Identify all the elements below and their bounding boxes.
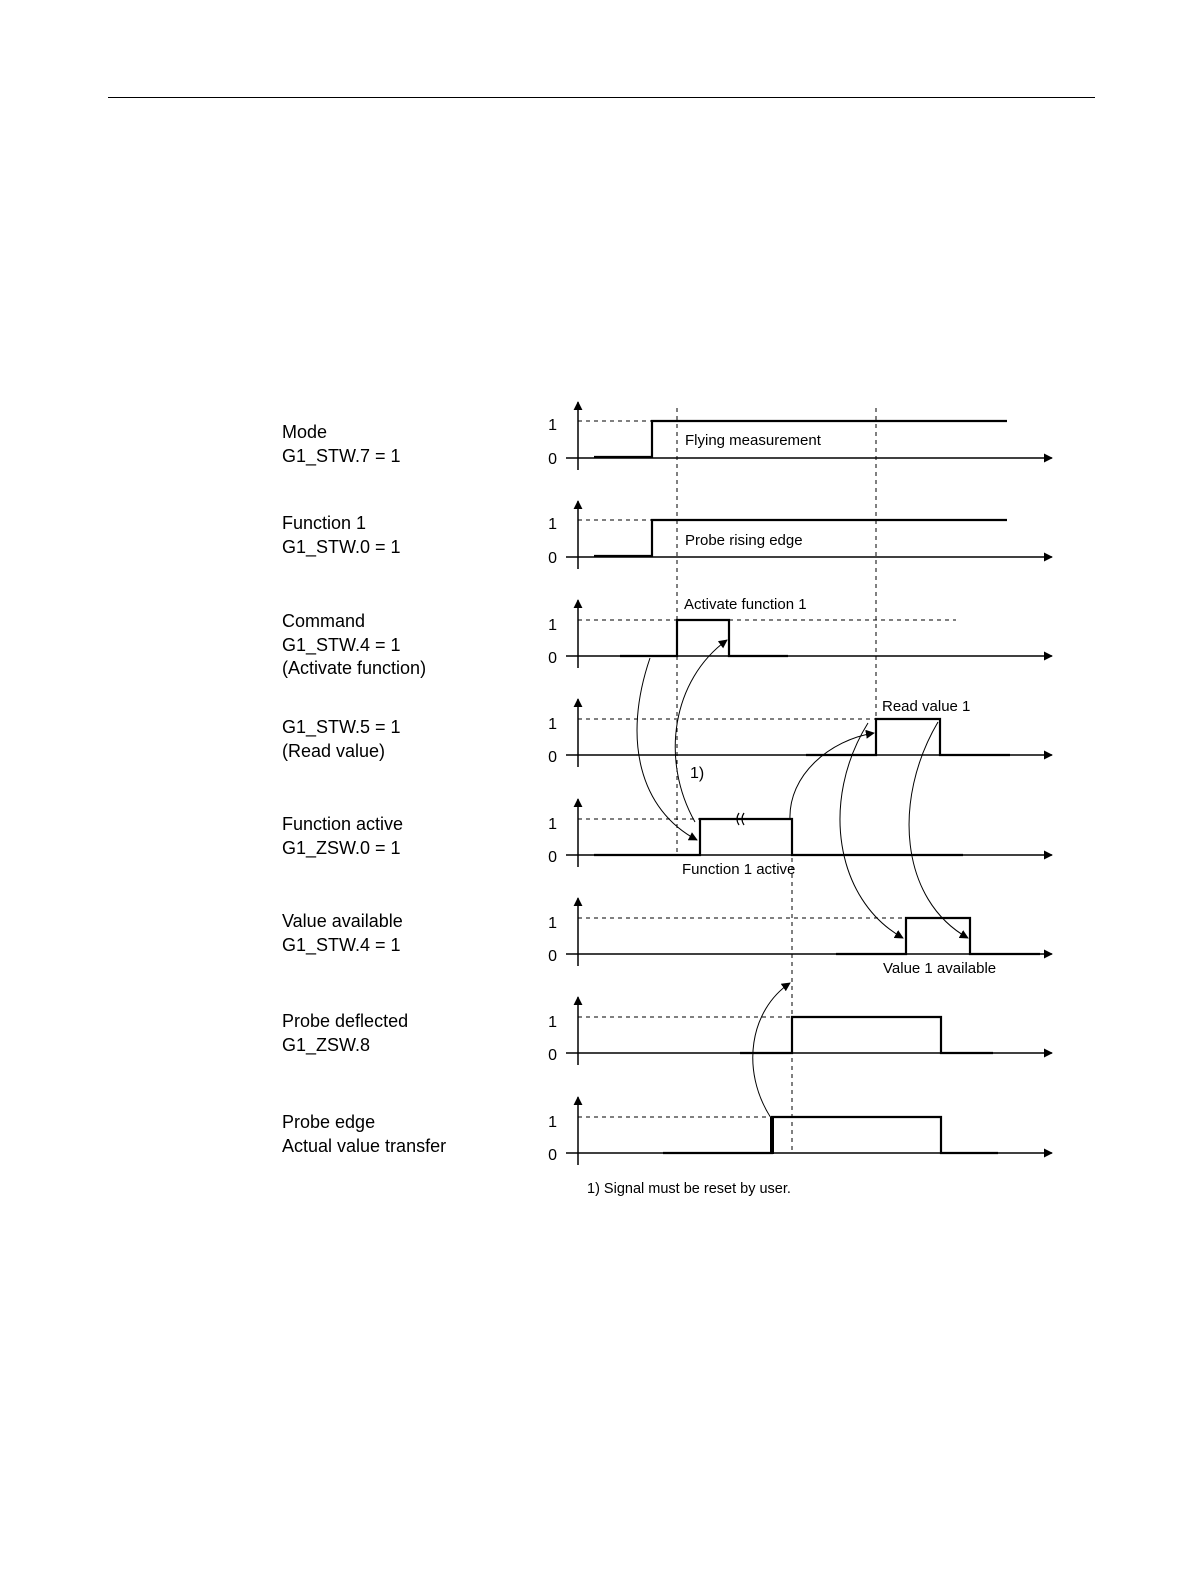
signal-label-probe-deflected: Probe deflected G1_ZSW.8 xyxy=(282,1011,409,1055)
signal-waveform xyxy=(663,1117,998,1153)
level-label-high: 1 xyxy=(548,915,557,932)
signal-waveform xyxy=(740,1017,993,1053)
signal-annotation: Flying measurement xyxy=(685,432,821,449)
level-label-high: 1 xyxy=(548,716,557,733)
level-label-low: 0 xyxy=(548,550,557,567)
signal-label-read: G1_STW.5 = 1 (Read value) xyxy=(282,717,401,761)
footnote: 1) Signal must be reset by user. xyxy=(587,1181,791,1197)
signal-label-function1: Function 1 G1_STW.0 = 1 xyxy=(282,513,401,557)
level-label-low: 0 xyxy=(548,948,557,965)
signal-annotation: Value 1 available xyxy=(883,960,997,977)
arrow-edge-to-transfer xyxy=(753,983,790,1118)
signal-label-function-active: Function active G1_ZSW.0 = 1 xyxy=(282,814,404,858)
level-label-low: 0 xyxy=(548,749,557,766)
signal-row-mode xyxy=(548,402,1052,470)
level-label-high: 1 xyxy=(548,417,557,434)
signal-waveform xyxy=(806,719,1010,755)
arrow-active-to-read xyxy=(790,733,874,820)
level-label-low: 0 xyxy=(548,849,557,866)
signal-label-probe-edge: Probe edge Actual value transfer xyxy=(282,1112,447,1156)
signal-waveform xyxy=(594,819,963,855)
signal-annotation: Read value 1 xyxy=(882,698,971,715)
signal-row-command xyxy=(548,596,1052,668)
signal-waveform xyxy=(836,918,1040,954)
signal-waveform xyxy=(620,620,788,656)
signal-row-function-active xyxy=(548,799,1052,878)
level-label-low: 0 xyxy=(548,650,557,667)
signal-row-value-available xyxy=(548,898,1052,977)
signal-label-value-available: Value available G1_STW.4 = 1 xyxy=(282,911,403,955)
signal-annotation: Probe rising edge xyxy=(685,532,803,549)
signal-row-function1 xyxy=(548,501,1052,569)
note-marker: 1) xyxy=(690,765,705,782)
level-label-high: 1 xyxy=(548,617,557,634)
signal-annotation: Function 1 active xyxy=(682,861,796,878)
arrow-active-to-command-reset xyxy=(675,640,727,822)
level-label-high: 1 xyxy=(548,816,557,833)
level-label-high: 1 xyxy=(548,1114,557,1131)
signal-label-command: Command G1_STW.4 = 1 (Activate function) xyxy=(282,611,427,678)
signal-annotation: Activate function 1 xyxy=(684,596,807,613)
level-label-low: 0 xyxy=(548,1147,557,1164)
level-label-high: 1 xyxy=(548,516,557,533)
signal-row-probe-edge xyxy=(548,1097,1052,1165)
signal-row-read xyxy=(548,698,1052,782)
level-label-low: 0 xyxy=(548,451,557,468)
level-label-low: 0 xyxy=(548,1047,557,1064)
arrow-command-to-active xyxy=(637,658,697,840)
signal-label-mode: Mode G1_STW.7 = 1 xyxy=(282,422,401,466)
level-label-high: 1 xyxy=(548,1014,557,1031)
signal-row-probe-deflected xyxy=(548,997,1052,1065)
